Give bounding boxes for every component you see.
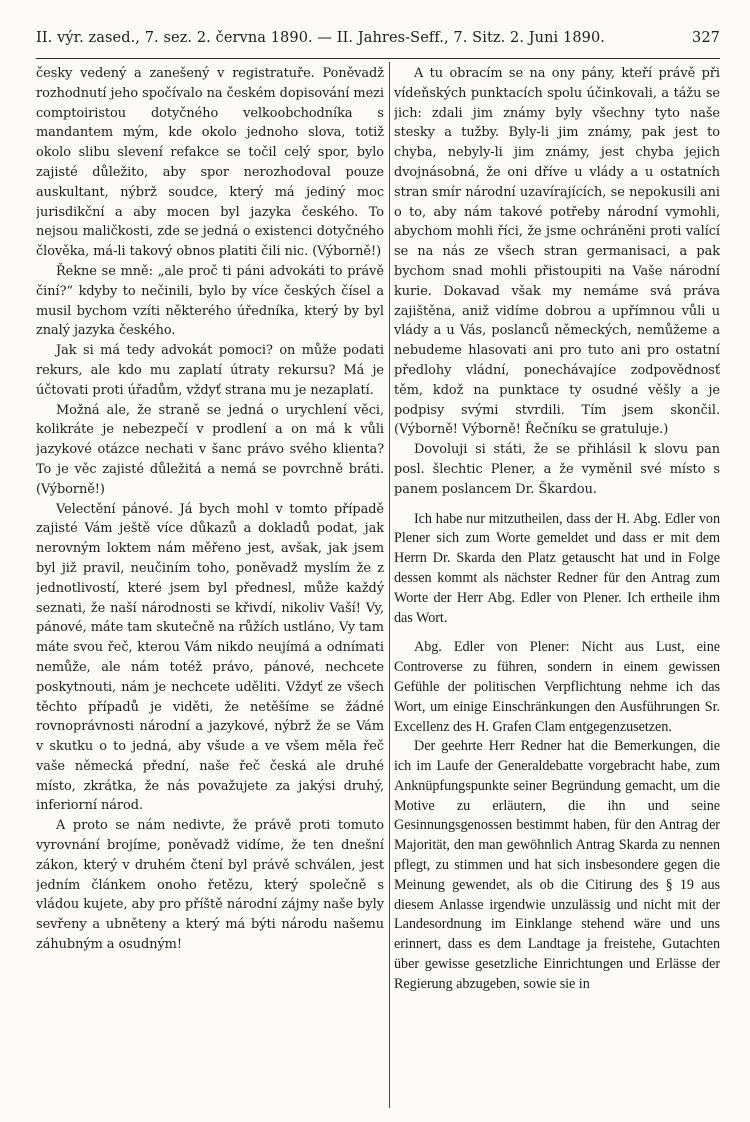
paragraph: česky vedený a zanešený v registratuře. Poněvadž rozhodnutí jeho spočívalo na českém dopisování mezi comptoiristou dotyčného velkoobchodníka s mandantem mým, kde okolo jednoho slova, totiž okolo slibu slevení refakce se točil celý spor, bylo zajisté důležito, aby spor nerozhodoval pouze auskultant, nýbrž soudce, který má jediný moc jurisdikční a aby mocen byl jazyka českého. To nejsou maličkosti, zde se jedná o existenci dotyčného člověka, má-li takový obnos platiti čili nic. (Výborně!) [36, 66, 384, 260]
paragraph-german: Der geehrte Herr Redner hat die Bemerkungen, die ich im Laufe der Generaldebatte vorgebracht habe, zum Anknüpfungspunkte seiner Begründung gemacht, um die Motive zu erläutern, die ihn und seine Gesinnungsgenossen bestimmt haben, für den Antrag der Majorität, den man gewöhnlich Antrag Skarda zu nennen pflegt, zu stimmen und hat sich insbesondere gegen die Meinung gewendet, als ob die Citirung des § 19 aus diesem Anlasse irgendwie unzulässig und nicht mit der Landesordnung im Einklange stehend wäre und uns erinnert, dass es dem Landtage ja freistehe, Gutachten über gewisse gesetzliche Einrichtungen und Erlässe der Regierung abzugeben, sowie sie in [394, 738, 720, 992]
left-column [36, 64, 384, 1110]
right-column [394, 64, 720, 1110]
page-header [36, 22, 720, 52]
paragraph: Velectění pánové. Já bych mohl v tomto případě zajisté Vám ještě více důkazů a dokladů podat, jak nerovným loktem nám měřeno jest, avšak, jak jsem byl již pravil, neučiním toho, poněvadž myslím že z jednotlivostí, které jsem byl přednesl, může každý seznati, že naší národnosti se křivdí, nikoliv Vaší! Vy, pánové, máte tam skutečně na růžích ustláno, Vy tam máte svou řeč, kterou Vám nikdo neujímá a odnímati nemůže, ale nám totéž právo, pánové, nechcete poskytnouti, nám je nechcete uděliti. Vždyť ze všech těchto případů je viděti, že netěšíme se žádné rovnoprávnosti národní a jazykové, nýbrž že se Vám v skutku o to jedná, aby všude a ve všem měla řeč vaše německá přední, naše řeč česká ale druhé místo, zkrátka, že nás považujete za jakýsi druhý, inferiorní národ. [36, 501, 384, 814]
column-divider [389, 62, 390, 1108]
paragraph: Jak si má tedy advokát pomoci? on může podati rekurs, ale kdo mu zaplatí útraty rekursu? Má je účtovati proti úřadům, vždyť strana mu je nezaplatí. [36, 343, 384, 398]
paragraph: Možná ale, že straně se jedná o urychlení věci, kolikráte je nebezpečí v prodlení a on má k vůli jazykové otázce nechati v šanc právo svého klienta? To je věc zajisté důležitá a nemá se povrchně bráti. (Výborně!) [36, 402, 384, 497]
paragraph-german: Abg. Edler von Plener: Nicht aus Lust, eine Controverse zu führen, sondern in einem gewissen Gefühle der politischen Verpflichtung nehme ich das Wort, um einige Einschränkungen den Ausführungen Sr. Excellenz des H. Grafen Clam entgegenzusetzen. [394, 639, 720, 735]
header-rule [36, 58, 720, 59]
paragraph: Řekne se mně: „ale proč ti páni advokáti to právě činí?“ kdyby to nečinili, bylo by více českých čísel a musil bychom vzíti některého úředníka, který by byl znalý jazyka českého. [36, 263, 384, 339]
paragraph: A tu obracím se na ony pány, kteří právě při vídeňských punktacích spolu účinkovali, a tážu se jich: zdali jim známy byly všechny tyto naše stesky a tužby. Byly-li jim známy, pak jest to chyba, nebyly-li jim známy, jest chyba jejich dvojnásobná, že oni dříve u vlády a u ostatních stran smír národní uzavírajících, se nepokusili ani o to, aby nám takové potřeby národní vymohli, abychom mohli říci, že jsme ochráněni proti valící se na nás ze všech stran germanisaci, a pak bychom snad mohli přistoupiti na Vaše národní kurie. Dokavad však my nemáme svá práva zajištěna, aniž vidíme dobrou a upřímnou vůli u vlády a u Vás, poslanců německých, nemůžeme a nebudeme hlasovati ani pro tuto ani pro ostatní předlohy vládní, ponechávajíce zodpovědnosť těm, kdož na punktace ty osudné věšly a je podpisy svými stvrdili. Tím jsem skončil. (Výborně! Výborně! Řečníku se gratuluje.) [394, 66, 720, 438]
paragraph: A proto se nám nedivte, že právě proti tomuto vyrovnání brojíme, poněvadž vidíme, že ten dnešní zákon, který v druhém čtení byl právě schválen, jest jedním článkem onoho řetězu, který společně s vládou kujete, aby pro příště národní zájmy naše byly sevřeny a ubněteny a který má býti národu našemu záhubným a osudným! [36, 818, 384, 953]
paragraph: Dovoluji si státi, že se přihlásil k slovu pan posl. šlechtic Plener, a že vyměnil své místo s panem poslancem Dr. Škardou. [394, 442, 720, 497]
paragraph-german: Ich habe nur mitzutheilen, dass der H. Abg. Edler von Plener sich zum Worte gemeldet und dass er mit dem Herrn Dr. Skarda den Platz getauscht hat und in Folge dessen kommt als nächster Redner für den Antrag zum Worte der Herr Abg. Edler von Plener. Ich ertheile ihm das Wort. [394, 510, 720, 626]
page-number: 327 [692, 30, 720, 46]
running-title: II. výr. zased., 7. sez. 2. června 1890. — II. Jahres-Seff., 7. Sitz. 2. Juni 1890. [36, 30, 606, 46]
